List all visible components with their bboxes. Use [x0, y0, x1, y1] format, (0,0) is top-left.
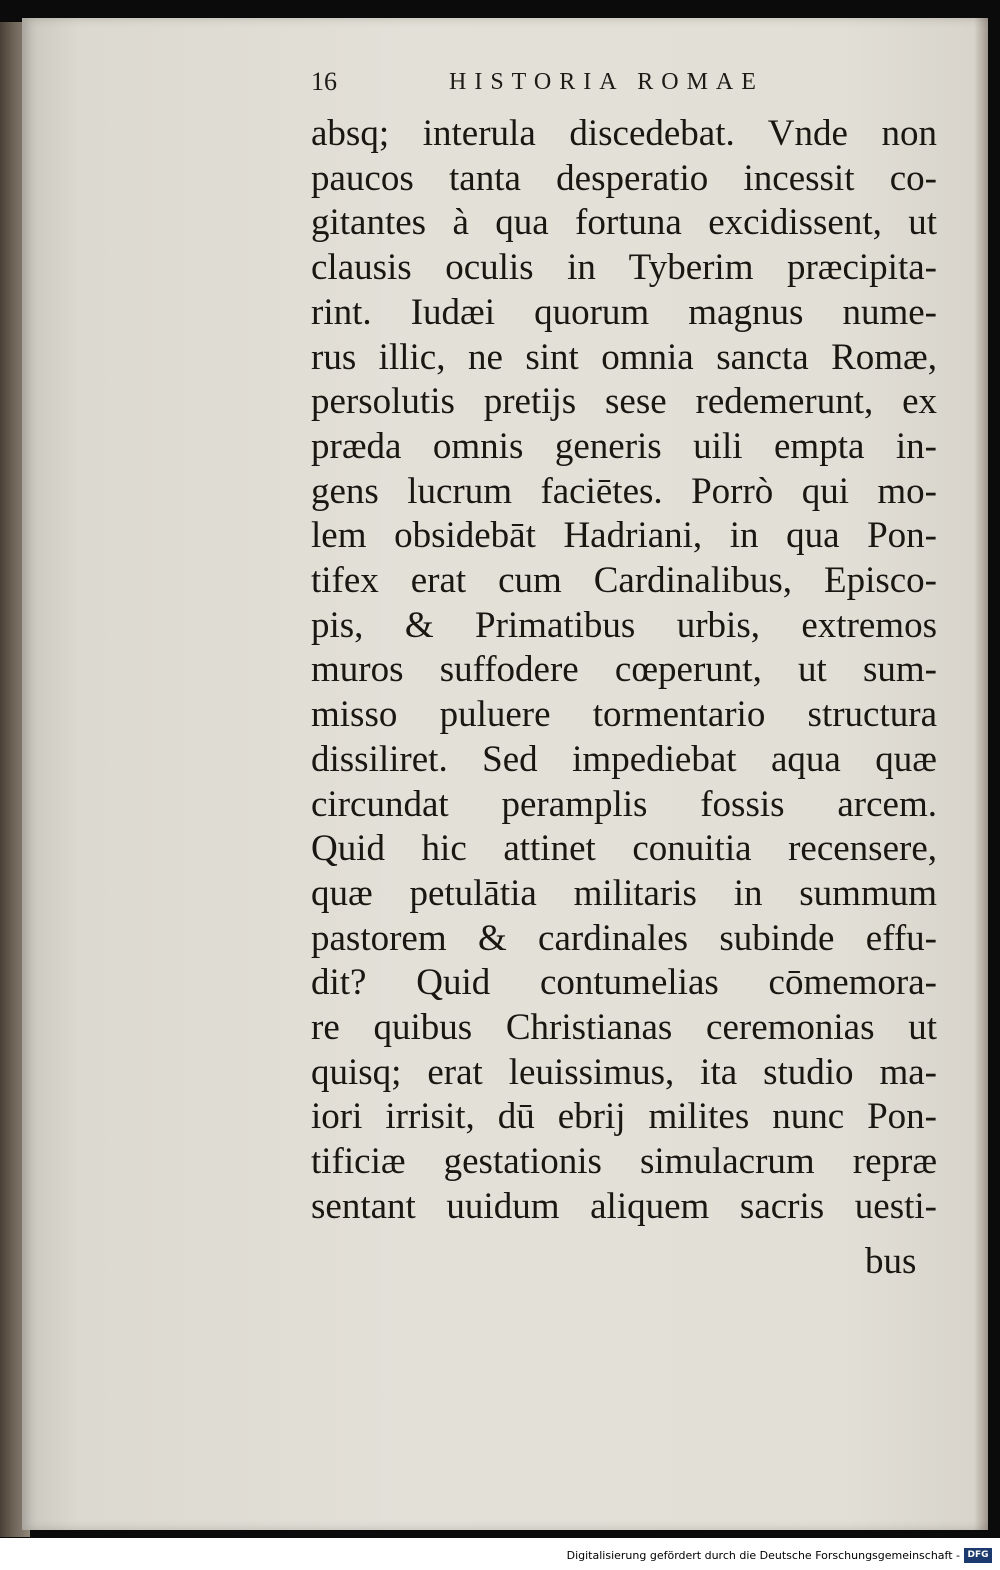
text-line: tificiæ gestationis simulacrum repræ: [311, 1141, 937, 1183]
running-title: HISTORIA ROMAE: [449, 69, 764, 95]
text-line: paucos tanta desperatio incessit co-: [311, 157, 937, 199]
text-line: Quid hic attinet conuitia recensere,: [311, 828, 937, 870]
text-line: lem obsidebāt Hadriani, in qua Pon-: [311, 515, 937, 557]
text-line: absq; interula discedebat. Vnde non: [311, 113, 937, 154]
page-number: 16: [311, 67, 337, 96]
text-line: sentant uuidum aliquem sacris uesti-: [311, 1185, 937, 1227]
text-line: pastorem & cardinales subinde effu-: [311, 917, 937, 959]
digitization-credit: Digitalisierung gefördert durch die Deutsche Forschungsgemeinschaft -: [566, 1549, 960, 1562]
text-line: misso puluere tormentario structura: [311, 694, 937, 736]
text-line: muros suffodere cœperunt, ut sum-: [311, 649, 937, 691]
text-line: pis, & Primatibus urbis, extremos: [311, 604, 937, 646]
text-line: quæ petulātia militaris in summum: [311, 872, 937, 914]
text-line: quisq; erat leuissimus, ita studio ma-: [311, 1051, 937, 1093]
catchword: bus: [865, 1241, 917, 1282]
text-line: rint. Iudæi quorum magnus nume-: [311, 291, 937, 333]
text-line: re quibus Christianas ceremonias ut: [311, 1007, 937, 1049]
text-line: gens lucrum faciētes. Porrò qui mo-: [311, 470, 937, 512]
body-text: [311, 112, 937, 1230]
text-line: iori irrisit, dū ebrij milites nunc Pon-: [311, 1096, 937, 1138]
text-line: tifex erat cum Cardinalibus, Episco-: [311, 560, 937, 602]
page-gutter-shadow: [974, 18, 988, 1530]
text-line: dissiliret. Sed impediebat aqua quæ: [311, 738, 937, 780]
text-line: præda omnis generis uili empta in-: [311, 425, 937, 467]
text-line: clausis oculis in Tyberim præcipita-: [311, 247, 937, 289]
text-line: circundat peramplis fossis arcem.: [311, 783, 937, 825]
text-line: rus illic, ne sint omnia sancta Romæ,: [311, 336, 937, 378]
text-line: persolutis pretijs sese redemerunt, ex: [311, 381, 937, 423]
page-header: [311, 66, 791, 98]
text-line: dit? Quid contumelias cōmemora-: [311, 962, 937, 1004]
dfg-logo: DFG: [964, 1548, 992, 1563]
text-line: gitantes à qua fortuna excidissent, ut: [311, 202, 937, 244]
